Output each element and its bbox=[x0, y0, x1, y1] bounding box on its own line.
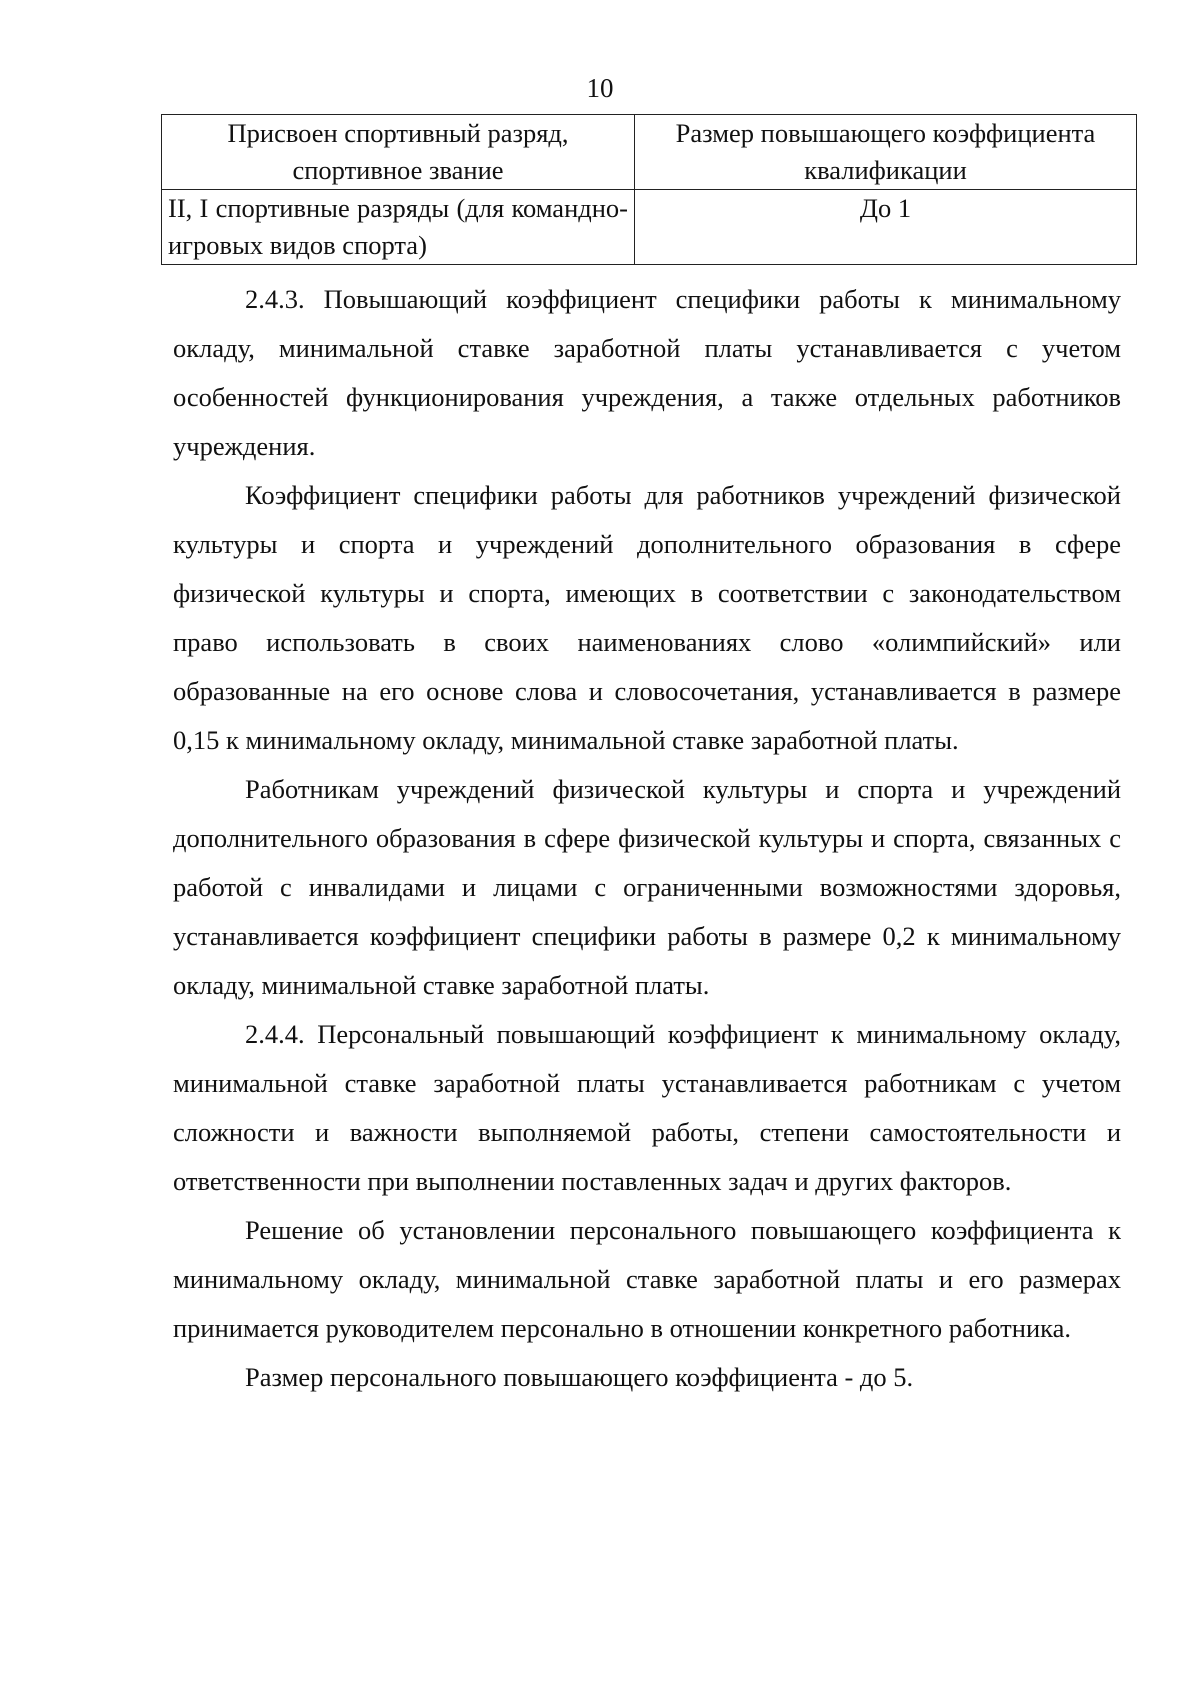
paragraph-2-4-4: 2.4.4. Персональный повышающий коэффициент к минимальному окладу, минимальной ставке заработной платы устанавливается работникам с учетом сложности и важности выполняемой работы, степени самостоятельности и ответственности при выполнении поставленных задач и других факторов. bbox=[173, 1019, 1121, 1196]
document-body bbox=[173, 275, 1121, 1402]
paragraph-olympic-coefficient: Коэффициент специфики работы для работников учреждений физической культуры и спорта и учреждений дополнительного образования в сфере физической культуры и спорта, имеющих в соответствии с законодательством право использовать в своих наименованиях слово «олимпийский» или образованные на его основе слова и словосочетания, устанавливается в размере 0,15 к минимальному окладу, минимальной ставке заработной платы. bbox=[173, 480, 1121, 755]
table-row bbox=[162, 190, 1137, 265]
table-header-coefficient-size: Размер повышающего коэффициента квалификации bbox=[635, 115, 1137, 190]
paragraph-personal-coefficient-decision: Решение об установлении персонального повышающего коэффициента к минимальному окладу, минимальной ставке заработной платы и его размерах принимается руководителем персонально в отношении конкретного работника. bbox=[173, 1215, 1121, 1343]
qualification-coefficient-table bbox=[161, 114, 1137, 265]
page-number: 10 bbox=[586, 73, 614, 103]
table-cell-coefficient-size: До 1 bbox=[635, 190, 1137, 265]
table-header-sport-rank: Присвоен спортивный разряд, спортивное звание bbox=[162, 115, 635, 190]
table-cell-sport-rank: II, I спортивные разряды (для командно-игровых видов спорта) bbox=[162, 190, 635, 265]
table-header-row bbox=[162, 115, 1137, 190]
paragraph-disability-coefficient: Работникам учреждений физической культуры и спорта и учреждений дополнительного образования в сфере физической культуры и спорта, связанных с работой с инвалидами и лицами с ограниченными возможностями здоровья, устанавливается коэффициент специфики работы в размере 0,2 к минимальному окладу, минимальной ставке заработной платы. bbox=[173, 774, 1121, 1000]
paragraph-personal-coefficient-size: Размер персонального повышающего коэффициента - до 5. bbox=[245, 1362, 914, 1392]
paragraph-2-4-3: 2.4.3. Повышающий коэффициент специфики работы к минимальному окладу, минимальной ставке заработной платы устанавливается с учетом особенностей функционирования учреждения, а также отдельных работников учреждения. bbox=[173, 284, 1121, 461]
